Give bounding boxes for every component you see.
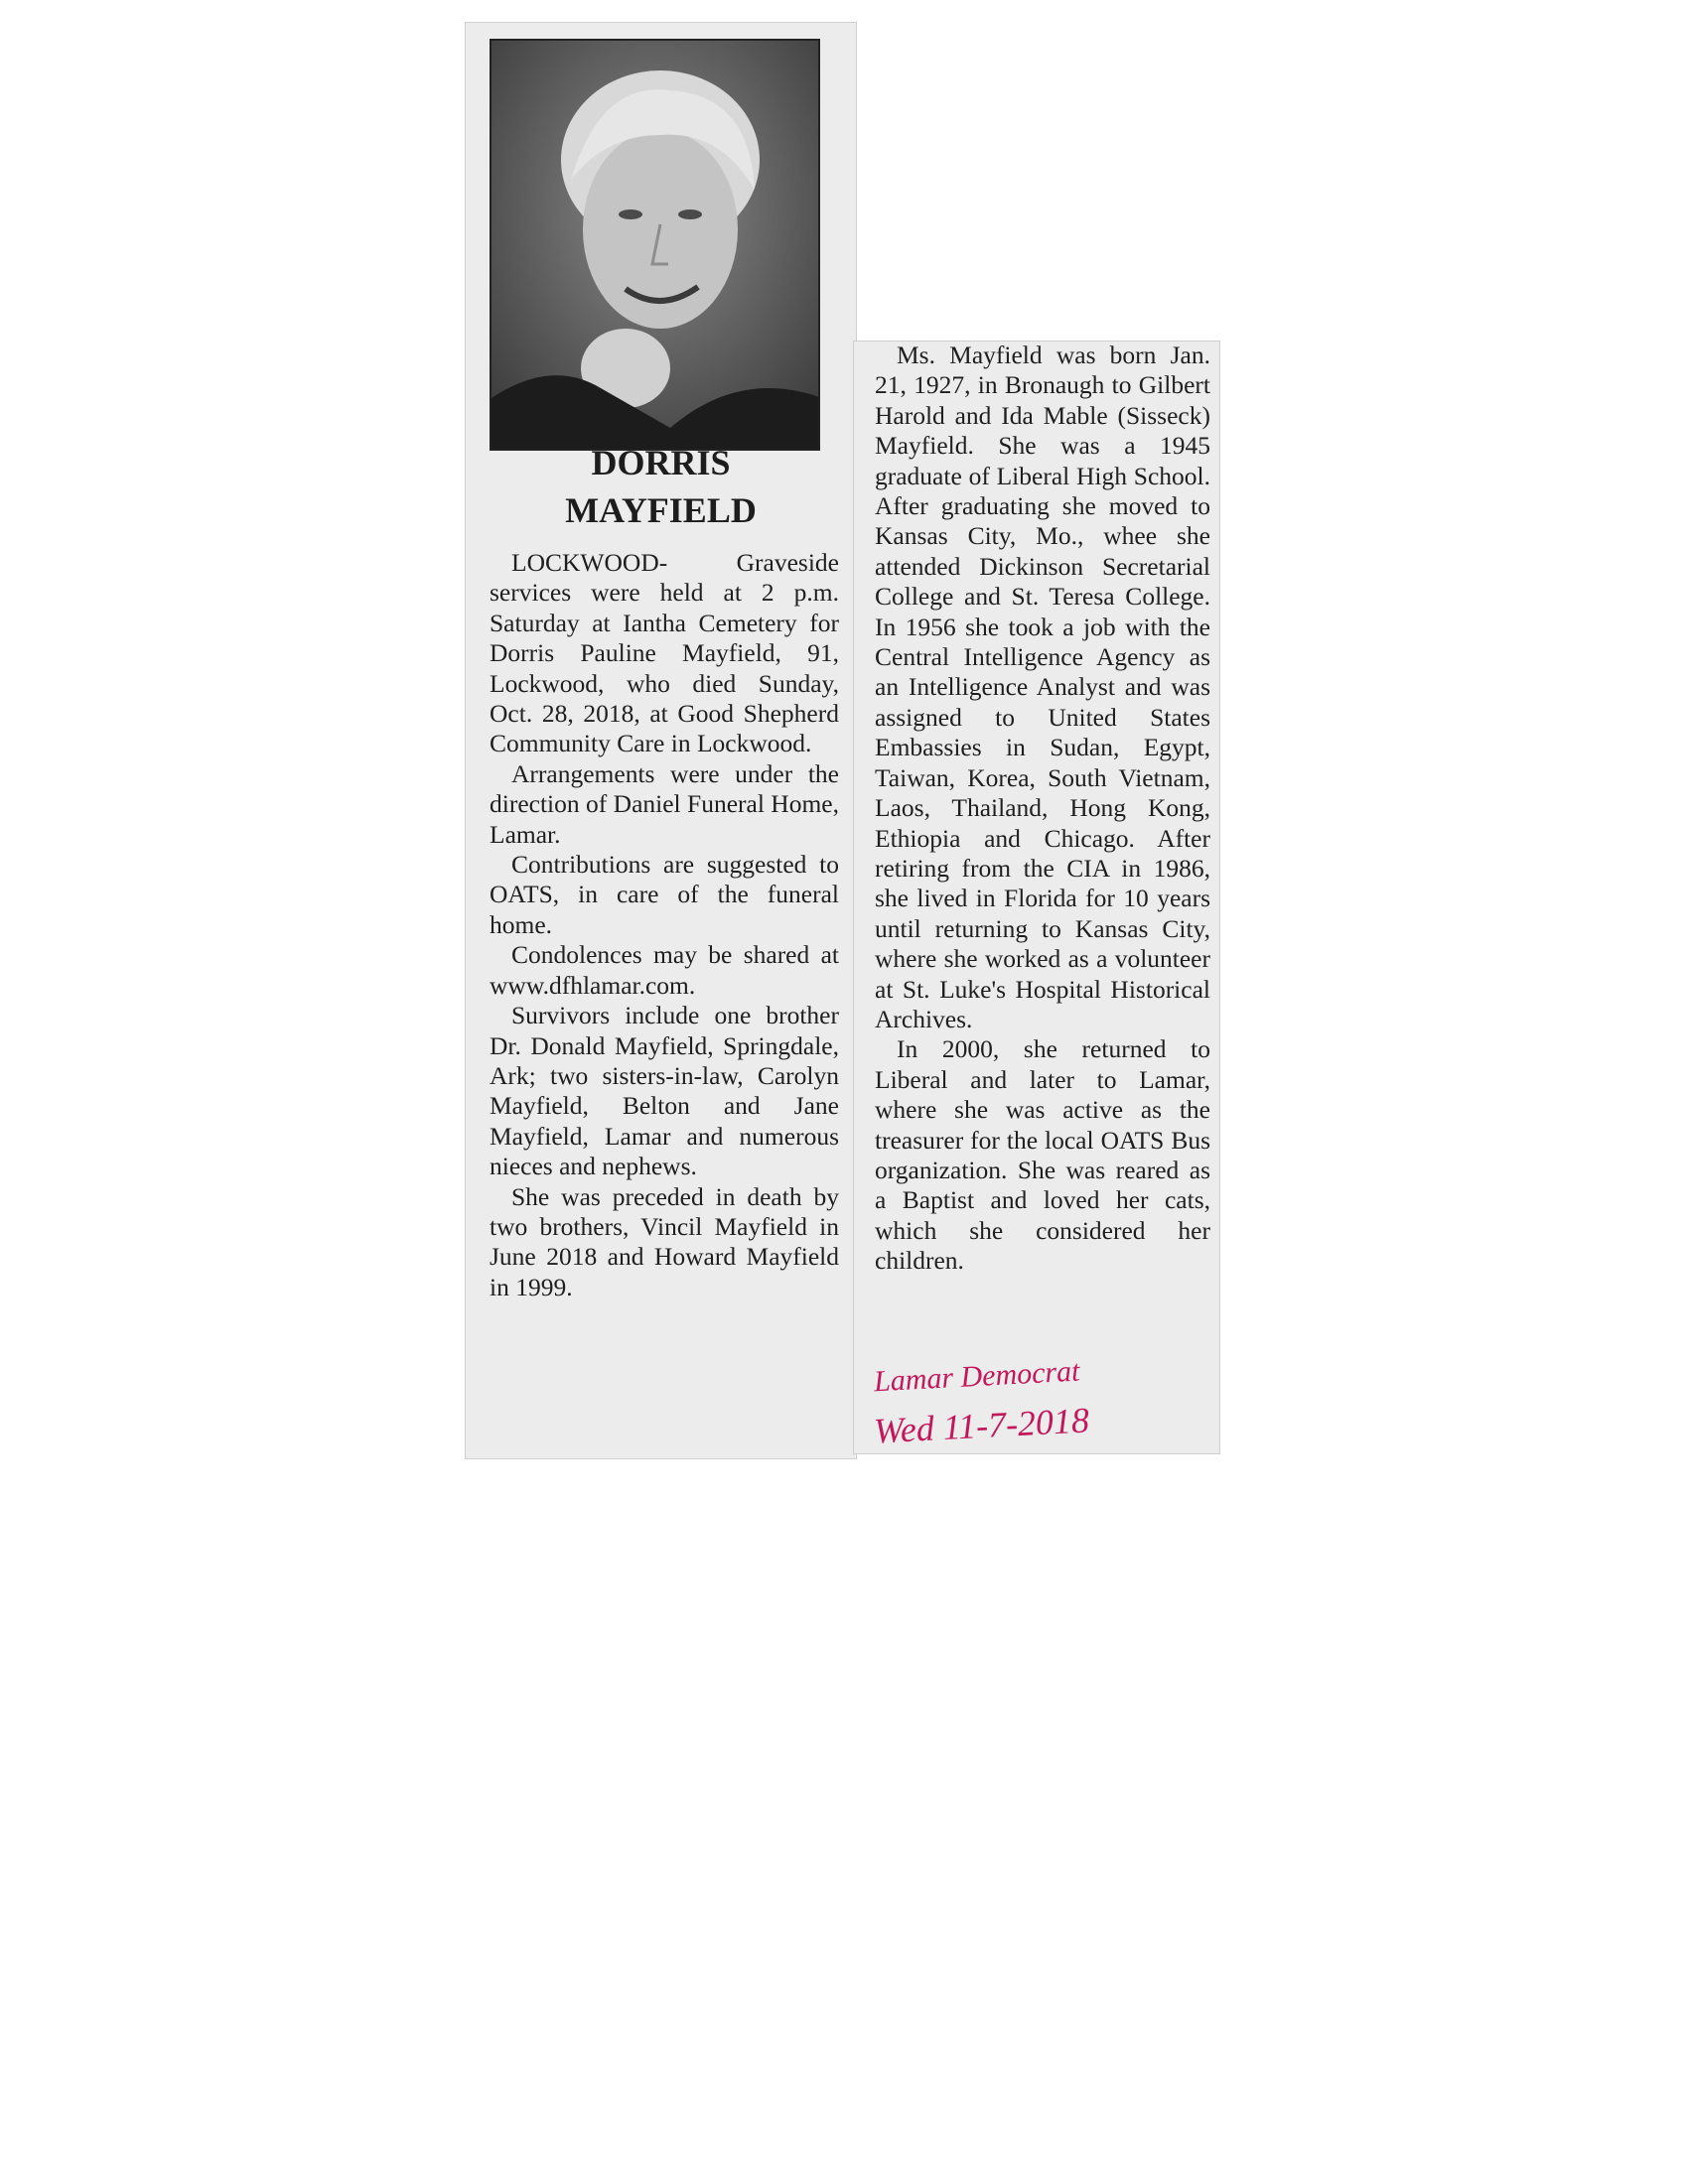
- paragraph: Condolences may be shared at www.dfhlamar.com.: [490, 940, 839, 1000]
- paragraph: Survivors include one brother Dr. Donald Mayfield, Springdale, Ark; two sisters-in-law, Carolyn Mayfield, Belton and Jane Mayfield, Lamar and numerous nieces and nephews.: [490, 1001, 839, 1181]
- portrait-illustration: [492, 41, 820, 451]
- handwritten-date: Wed 11-7-2018: [873, 1400, 1090, 1451]
- paragraph: Arrangements were under the direction of Daniel Funeral Home, Lamar.: [490, 758, 839, 849]
- paragraph: She was preceded in death by two brothers, Vincil Mayfield in June 2018 and Howard Mayfield in 1999.: [490, 1181, 839, 1301]
- left-text-column: [490, 548, 839, 1302]
- obituary-name: [465, 439, 857, 534]
- handwritten-newspaper-name: Lamar Democrat: [873, 1354, 1081, 1399]
- right-text-column: [875, 341, 1210, 1277]
- paragraph: Contributions are suggested to OATS, in care of the funeral home.: [490, 850, 839, 939]
- paragraph: Ms. Mayfield was born Jan. 21, 1927, in Bronaugh to Gilbert Harold and Ida Mable (Sisseck) Mayfield. She was a 1945 graduate of Liberal High School. After graduating she moved to Kansas City, Mo., whee she attended Dickinson Secretarial College and St. Teresa College. In 1956 she took a job with the Central Intelligence Agency as an Intelligence Analyst and was assigned to United States Embassies in Sudan, Egypt, Taiwan, Korea, South Vietnam, Laos, Thailand, Hong Kong, Ethiopia and Chicago. After retiring from the CIA in 1986, she lived in Florida for 10 years until returning to Kansas City, where she worked as a volunteer at St. Luke's Hospital Historical Archives.: [875, 341, 1210, 1033]
- obituary-clipping-right: [853, 341, 1220, 1454]
- portrait-photo: [490, 39, 820, 451]
- name-line-1: DORRIS: [591, 443, 731, 482]
- name-line-2: MAYFIELD: [565, 490, 757, 530]
- obituary-clipping-left: [465, 22, 857, 1459]
- paragraph: LOCKWOOD- Graveside services were held at 2 p.m. Saturday at Iantha Cemetery for Dorris Pauline Mayfield, 91, Lockwood, who died Sunday, Oct. 28, 2018, at Good Shepherd Community Care in Lockwood.: [490, 548, 839, 758]
- paragraph: In 2000, she returned to Liberal and later to Lamar, where she was active as the treasurer for the local OATS Bus organization. She was reared as a Baptist and loved her cats, which she considered her children.: [875, 1034, 1210, 1276]
